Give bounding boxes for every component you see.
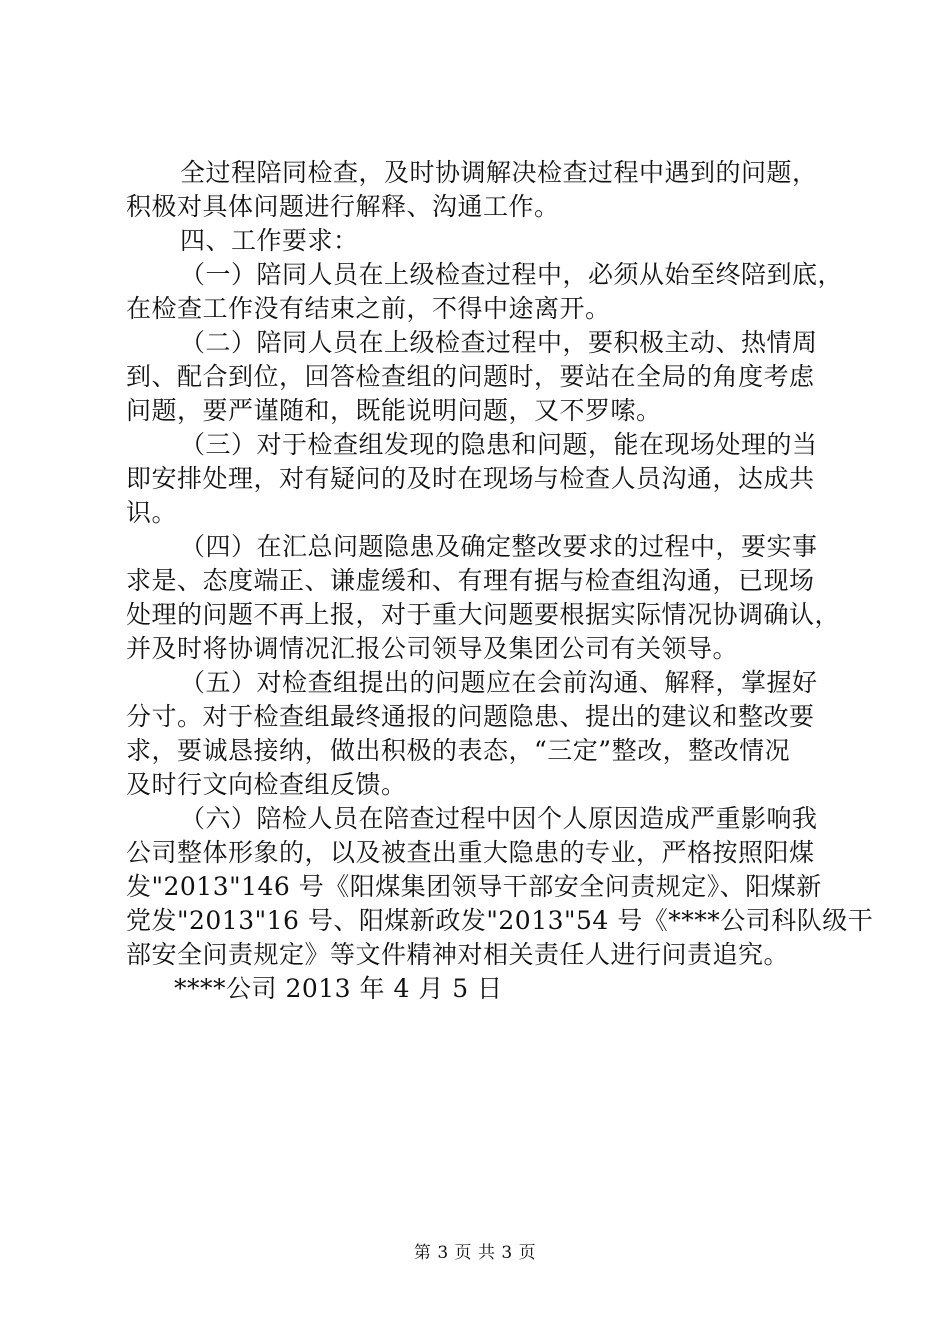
paragraph-line: 识。 [126,498,178,527]
paragraph-line: 分寸。对于检查组最终通报的问题隐患、提出的建议和整改要 [126,702,815,731]
paragraph-line: 全过程陪同检查，及时协调解决检查过程中遇到的问题， [180,158,818,187]
paragraph-line: 及时行文向检查组反馈。 [126,770,407,799]
signature-date: ****公司 2013 年 4 月 5 日 [174,974,503,1003]
paragraph-line: （六）陪检人员在陪查过程中因个人原因造成严重影响我 [180,804,818,833]
paragraph-line: 处理的问题不再上报，对于重大问题要根据实际情况协调确认， [126,600,841,629]
paragraph-line: 积极对具体问题进行解释、沟通工作。 [126,192,560,221]
paragraph-line: （五）对检查组提出的问题应在会前沟通、解释，掌握好 [180,668,818,697]
paragraph-line: （四）在汇总问题隐患及确定整改要求的过程中，要实事 [180,532,818,561]
paragraph-line: 到、配合到位，回答检查组的问题时，要站在全局的角度考虑 [126,362,815,391]
paragraph-line: 发"2013"146 号《阳煤集团领导干部安全问责规定》、阳煤新 [126,872,822,901]
paragraph-line: 求，要诚恳接纳，做出积极的表态，“三定”整改，整改情况 [126,736,791,765]
document-body [126,156,874,1006]
paragraph-line: 在检查工作没有结束之前，不得中途离开。 [126,294,611,323]
paragraph-line: （三）对于检查组发现的隐患和问题，能在现场处理的当 [180,430,818,459]
paragraph-line: 并及时将协调情况汇报公司领导及集团公司有关领导。 [126,634,739,663]
section-heading: 四、工作要求： [180,226,359,255]
paragraph-line: 党发"2013"16 号、阳煤新政发"2013"54 号《****公司科队级干 [126,906,874,935]
paragraph-line: 部安全问责规定》等文件精神对相关责任人进行问责追究。 [126,940,790,969]
paragraph-line: 求是、态度端正、谦虚缓和、有理有据与检查组沟通，已现场 [126,566,815,595]
paragraph-line: 公司整体形象的，以及被查出重大隐患的专业，严格按照阳煤 [126,838,815,867]
paragraph-line: （二）陪同人员在上级检查过程中，要积极主动、热情周 [180,328,818,357]
page-number-footer: 第 3 页 共 3 页 [413,1243,537,1263]
paragraph-line: 问题，要严谨随和，既能说明问题，又不罗嗦。 [126,396,662,425]
paragraph-line: （一）陪同人员在上级检查过程中，必须从始至终陪到底， [180,260,844,289]
paragraph-line: 即安排处理，对有疑问的及时在现场与检查人员沟通，达成共 [126,464,815,493]
